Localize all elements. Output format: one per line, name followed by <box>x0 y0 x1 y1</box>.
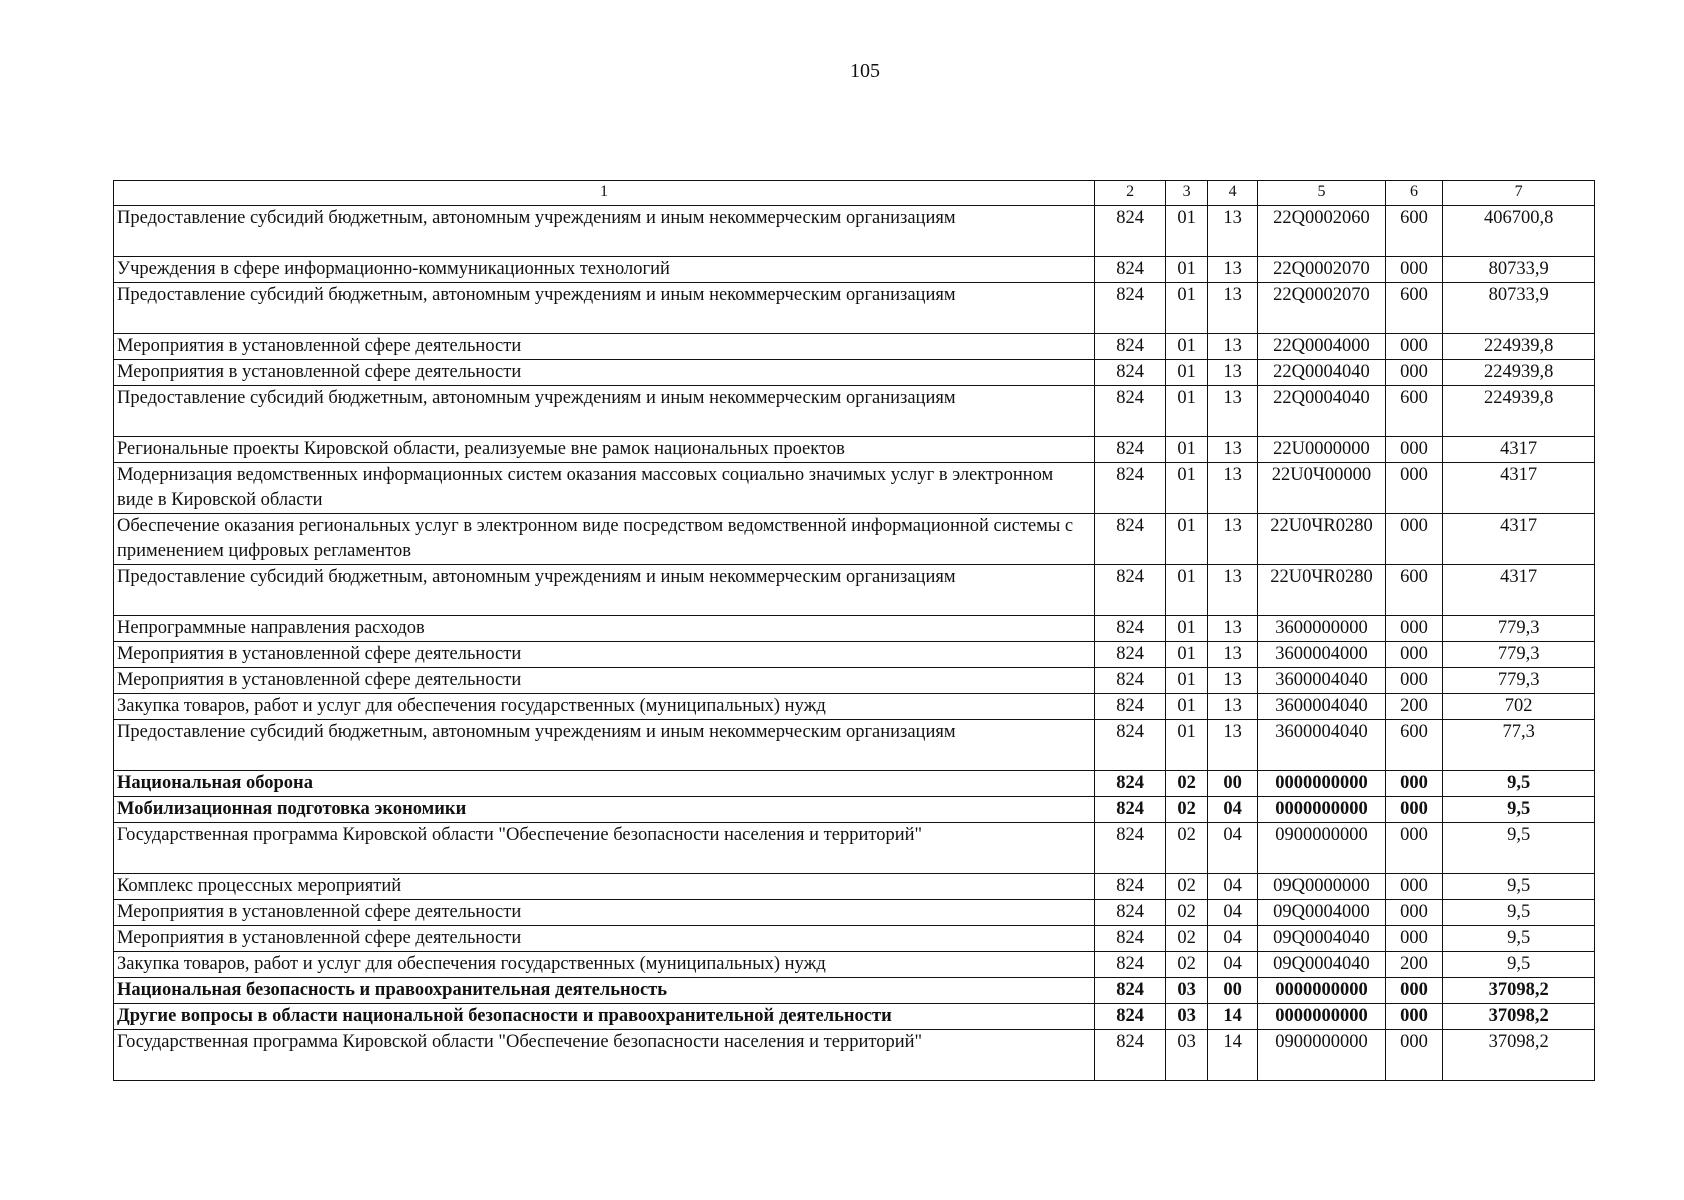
cell-ministry-code: 824 <box>1095 642 1166 668</box>
cell-section: 02 <box>1166 771 1208 797</box>
cell-subsection: 13 <box>1207 514 1257 565</box>
cell-target-article: 22U0ЧR0280 <box>1258 514 1386 565</box>
cell-section: 02 <box>1166 926 1208 952</box>
cell-expense-type: 000 <box>1385 900 1443 926</box>
cell-ministry-code: 824 <box>1095 771 1166 797</box>
cell-name: Мероприятия в установленной сфере деятельности <box>114 642 1095 668</box>
cell-subsection: 14 <box>1207 1004 1257 1030</box>
cell-subsection: 13 <box>1207 283 1257 334</box>
cell-expense-type: 000 <box>1385 771 1443 797</box>
cell-name: Модернизация ведомственных информационных систем оказания массовых социально значимых услуг в электронном виде в Кировской области <box>114 463 1095 514</box>
cell-target-article: 22Q0002070 <box>1258 257 1386 283</box>
table-row <box>114 437 1595 463</box>
table-row <box>114 952 1595 978</box>
cell-amount: 37098,2 <box>1443 1030 1595 1081</box>
cell-ministry-code: 824 <box>1095 900 1166 926</box>
cell-target-article: 3600004040 <box>1258 668 1386 694</box>
cell-expense-type: 000 <box>1385 874 1443 900</box>
table-row <box>114 386 1595 437</box>
cell-amount: 9,5 <box>1443 823 1595 874</box>
table-row <box>114 1004 1595 1030</box>
cell-amount: 406700,8 <box>1443 206 1595 257</box>
cell-name: Предоставление субсидий бюджетным, автономным учреждениям и иным некоммерческим организациям <box>114 720 1095 771</box>
cell-target-article: 22Q0004040 <box>1258 360 1386 386</box>
table-row <box>114 463 1595 514</box>
cell-amount: 9,5 <box>1443 900 1595 926</box>
cell-section: 01 <box>1166 257 1208 283</box>
cell-section: 02 <box>1166 823 1208 874</box>
cell-expense-type: 000 <box>1385 978 1443 1004</box>
table-row <box>114 978 1595 1004</box>
table-row <box>114 874 1595 900</box>
cell-subsection: 04 <box>1207 900 1257 926</box>
cell-expense-type: 000 <box>1385 360 1443 386</box>
header-col-1: 1 <box>114 181 1095 206</box>
table-row <box>114 771 1595 797</box>
cell-subsection: 13 <box>1207 257 1257 283</box>
cell-name: Комплекс процессных мероприятий <box>114 874 1095 900</box>
cell-ministry-code: 824 <box>1095 926 1166 952</box>
cell-ministry-code: 824 <box>1095 616 1166 642</box>
cell-section: 01 <box>1166 616 1208 642</box>
table-row <box>114 823 1595 874</box>
cell-expense-type: 000 <box>1385 642 1443 668</box>
cell-section: 01 <box>1166 694 1208 720</box>
cell-section: 01 <box>1166 514 1208 565</box>
cell-subsection: 13 <box>1207 386 1257 437</box>
cell-expense-type: 000 <box>1385 334 1443 360</box>
cell-section: 01 <box>1166 463 1208 514</box>
cell-section: 01 <box>1166 206 1208 257</box>
cell-target-article: 22Q0004000 <box>1258 334 1386 360</box>
cell-amount: 702 <box>1443 694 1595 720</box>
cell-target-article: 3600004000 <box>1258 642 1386 668</box>
cell-name: Предоставление субсидий бюджетным, автономным учреждениям и иным некоммерческим организациям <box>114 565 1095 616</box>
cell-ministry-code: 824 <box>1095 334 1166 360</box>
cell-target-article: 22U0ЧR0280 <box>1258 565 1386 616</box>
cell-expense-type: 600 <box>1385 283 1443 334</box>
cell-ministry-code: 824 <box>1095 668 1166 694</box>
cell-subsection: 13 <box>1207 720 1257 771</box>
table-row <box>114 360 1595 386</box>
cell-ministry-code: 824 <box>1095 257 1166 283</box>
table-row <box>114 926 1595 952</box>
cell-amount: 9,5 <box>1443 952 1595 978</box>
cell-amount: 4317 <box>1443 437 1595 463</box>
cell-expense-type: 200 <box>1385 694 1443 720</box>
cell-ministry-code: 824 <box>1095 823 1166 874</box>
cell-target-article: 22Q0002060 <box>1258 206 1386 257</box>
cell-section: 01 <box>1166 283 1208 334</box>
cell-target-article: 3600000000 <box>1258 616 1386 642</box>
table-row <box>114 720 1595 771</box>
cell-ministry-code: 824 <box>1095 952 1166 978</box>
cell-name: Учреждения в сфере информационно-коммуникационных технологий <box>114 257 1095 283</box>
cell-section: 01 <box>1166 565 1208 616</box>
cell-target-article: 0000000000 <box>1258 771 1386 797</box>
cell-amount: 80733,9 <box>1443 283 1595 334</box>
table-row <box>114 642 1595 668</box>
cell-subsection: 13 <box>1207 565 1257 616</box>
cell-name: Предоставление субсидий бюджетным, автономным учреждениям и иным некоммерческим организациям <box>114 386 1095 437</box>
cell-expense-type: 000 <box>1385 1030 1443 1081</box>
cell-subsection: 00 <box>1207 978 1257 1004</box>
cell-target-article: 09Q0004040 <box>1258 952 1386 978</box>
cell-section: 01 <box>1166 360 1208 386</box>
cell-name: Обеспечение оказания региональных услуг в электронном виде посредством ведомственной информационной системы с применением цифровых регламентов <box>114 514 1095 565</box>
cell-ministry-code: 824 <box>1095 565 1166 616</box>
cell-section: 02 <box>1166 874 1208 900</box>
cell-target-article: 22U0Ч00000 <box>1258 463 1386 514</box>
cell-expense-type: 000 <box>1385 463 1443 514</box>
cell-amount: 224939,8 <box>1443 386 1595 437</box>
cell-amount: 77,3 <box>1443 720 1595 771</box>
cell-amount: 9,5 <box>1443 874 1595 900</box>
cell-name: Мероприятия в установленной сфере деятельности <box>114 668 1095 694</box>
cell-section: 01 <box>1166 386 1208 437</box>
cell-expense-type: 200 <box>1385 952 1443 978</box>
cell-subsection: 13 <box>1207 206 1257 257</box>
cell-name: Предоставление субсидий бюджетным, автономным учреждениям и иным некоммерческим организациям <box>114 206 1095 257</box>
cell-ministry-code: 824 <box>1095 797 1166 823</box>
cell-section: 02 <box>1166 952 1208 978</box>
cell-target-article: 0000000000 <box>1258 978 1386 1004</box>
cell-section: 01 <box>1166 642 1208 668</box>
cell-ministry-code: 824 <box>1095 514 1166 565</box>
cell-expense-type: 000 <box>1385 616 1443 642</box>
cell-expense-type: 600 <box>1385 386 1443 437</box>
cell-subsection: 04 <box>1207 926 1257 952</box>
table-row <box>114 616 1595 642</box>
cell-subsection: 13 <box>1207 463 1257 514</box>
cell-target-article: 0900000000 <box>1258 823 1386 874</box>
cell-name: Региональные проекты Кировской области, реализуемые вне рамок национальных проектов <box>114 437 1095 463</box>
cell-target-article: 3600004040 <box>1258 720 1386 771</box>
header-col-5: 5 <box>1258 181 1386 206</box>
cell-subsection: 04 <box>1207 874 1257 900</box>
cell-section: 01 <box>1166 437 1208 463</box>
cell-section: 02 <box>1166 797 1208 823</box>
header-col-2: 2 <box>1095 181 1166 206</box>
cell-amount: 224939,8 <box>1443 334 1595 360</box>
cell-subsection: 04 <box>1207 952 1257 978</box>
cell-subsection: 13 <box>1207 360 1257 386</box>
cell-name: Национальная безопасность и правоохранительная деятельность <box>114 978 1095 1004</box>
cell-target-article: 09Q0004000 <box>1258 900 1386 926</box>
budget-table <box>113 180 1595 1081</box>
cell-amount: 779,3 <box>1443 642 1595 668</box>
cell-subsection: 13 <box>1207 616 1257 642</box>
header-col-7: 7 <box>1443 181 1595 206</box>
cell-subsection: 00 <box>1207 771 1257 797</box>
cell-ministry-code: 824 <box>1095 360 1166 386</box>
cell-expense-type: 000 <box>1385 514 1443 565</box>
cell-amount: 224939,8 <box>1443 360 1595 386</box>
cell-amount: 9,5 <box>1443 771 1595 797</box>
cell-section: 03 <box>1166 1004 1208 1030</box>
cell-name: Предоставление субсидий бюджетным, автономным учреждениям и иным некоммерческим организациям <box>114 283 1095 334</box>
cell-amount: 9,5 <box>1443 926 1595 952</box>
table-row <box>114 900 1595 926</box>
cell-expense-type: 000 <box>1385 257 1443 283</box>
cell-ministry-code: 824 <box>1095 386 1166 437</box>
cell-ministry-code: 824 <box>1095 463 1166 514</box>
cell-ministry-code: 824 <box>1095 283 1166 334</box>
cell-amount: 779,3 <box>1443 616 1595 642</box>
cell-ministry-code: 824 <box>1095 694 1166 720</box>
cell-target-article: 0000000000 <box>1258 797 1386 823</box>
cell-target-article: 22Q0002070 <box>1258 283 1386 334</box>
cell-name: Мероприятия в установленной сфере деятельности <box>114 900 1095 926</box>
cell-amount: 779,3 <box>1443 668 1595 694</box>
cell-target-article: 22U0000000 <box>1258 437 1386 463</box>
cell-name: Другие вопросы в области национальной безопасности и правоохранительной деятельности <box>114 1004 1095 1030</box>
cell-subsection: 04 <box>1207 823 1257 874</box>
cell-name: Непрограммные направления расходов <box>114 616 1095 642</box>
cell-subsection: 14 <box>1207 1030 1257 1081</box>
cell-subsection: 13 <box>1207 668 1257 694</box>
cell-target-article: 0900000000 <box>1258 1030 1386 1081</box>
cell-expense-type: 000 <box>1385 668 1443 694</box>
cell-subsection: 13 <box>1207 334 1257 360</box>
cell-name: Государственная программа Кировской области "Обеспечение безопасности населения и территорий" <box>114 1030 1095 1081</box>
cell-name: Мероприятия в установленной сфере деятельности <box>114 926 1095 952</box>
header-col-3: 3 <box>1166 181 1208 206</box>
cell-expense-type: 000 <box>1385 926 1443 952</box>
cell-name: Мероприятия в установленной сфере деятельности <box>114 360 1095 386</box>
cell-section: 03 <box>1166 1030 1208 1081</box>
cell-ministry-code: 824 <box>1095 720 1166 771</box>
header-col-6: 6 <box>1385 181 1443 206</box>
cell-subsection: 13 <box>1207 694 1257 720</box>
table-row <box>114 257 1595 283</box>
table-row <box>114 797 1595 823</box>
table-body <box>114 206 1595 1081</box>
cell-amount: 37098,2 <box>1443 978 1595 1004</box>
cell-subsection: 13 <box>1207 642 1257 668</box>
header-row <box>114 181 1595 206</box>
cell-amount: 37098,2 <box>1443 1004 1595 1030</box>
cell-name: Мероприятия в установленной сфере деятельности <box>114 334 1095 360</box>
cell-target-article: 09Q0004040 <box>1258 926 1386 952</box>
table-row <box>114 206 1595 257</box>
cell-target-article: 3600004040 <box>1258 694 1386 720</box>
cell-expense-type: 000 <box>1385 1004 1443 1030</box>
cell-target-article: 09Q0000000 <box>1258 874 1386 900</box>
cell-ministry-code: 824 <box>1095 206 1166 257</box>
cell-name: Государственная программа Кировской области "Обеспечение безопасности населения и территорий" <box>114 823 1095 874</box>
cell-expense-type: 600 <box>1385 206 1443 257</box>
table-row <box>114 514 1595 565</box>
cell-ministry-code: 824 <box>1095 1030 1166 1081</box>
table-row <box>114 668 1595 694</box>
cell-amount: 4317 <box>1443 565 1595 616</box>
cell-subsection: 13 <box>1207 437 1257 463</box>
cell-target-article: 22Q0004040 <box>1258 386 1386 437</box>
page-number: 105 <box>850 60 880 82</box>
cell-expense-type: 000 <box>1385 797 1443 823</box>
cell-amount: 4317 <box>1443 514 1595 565</box>
cell-ministry-code: 824 <box>1095 1004 1166 1030</box>
cell-name: Национальная оборона <box>114 771 1095 797</box>
table-row <box>114 694 1595 720</box>
cell-ministry-code: 824 <box>1095 978 1166 1004</box>
cell-expense-type: 000 <box>1385 823 1443 874</box>
table-row <box>114 283 1595 334</box>
cell-name: Закупка товаров, работ и услуг для обеспечения государственных (муниципальных) нужд <box>114 952 1095 978</box>
cell-name: Закупка товаров, работ и услуг для обеспечения государственных (муниципальных) нужд <box>114 694 1095 720</box>
cell-section: 03 <box>1166 978 1208 1004</box>
cell-expense-type: 000 <box>1385 437 1443 463</box>
cell-expense-type: 600 <box>1385 720 1443 771</box>
cell-amount: 80733,9 <box>1443 257 1595 283</box>
table-row <box>114 1030 1595 1081</box>
cell-subsection: 04 <box>1207 797 1257 823</box>
cell-ministry-code: 824 <box>1095 437 1166 463</box>
cell-section: 01 <box>1166 720 1208 771</box>
cell-expense-type: 600 <box>1385 565 1443 616</box>
cell-ministry-code: 824 <box>1095 874 1166 900</box>
cell-amount: 9,5 <box>1443 797 1595 823</box>
table-row <box>114 334 1595 360</box>
cell-section: 01 <box>1166 668 1208 694</box>
cell-amount: 4317 <box>1443 463 1595 514</box>
header-col-4: 4 <box>1207 181 1257 206</box>
cell-section: 02 <box>1166 900 1208 926</box>
cell-target-article: 0000000000 <box>1258 1004 1386 1030</box>
table-row <box>114 565 1595 616</box>
cell-section: 01 <box>1166 334 1208 360</box>
cell-name: Мобилизационная подготовка экономики <box>114 797 1095 823</box>
